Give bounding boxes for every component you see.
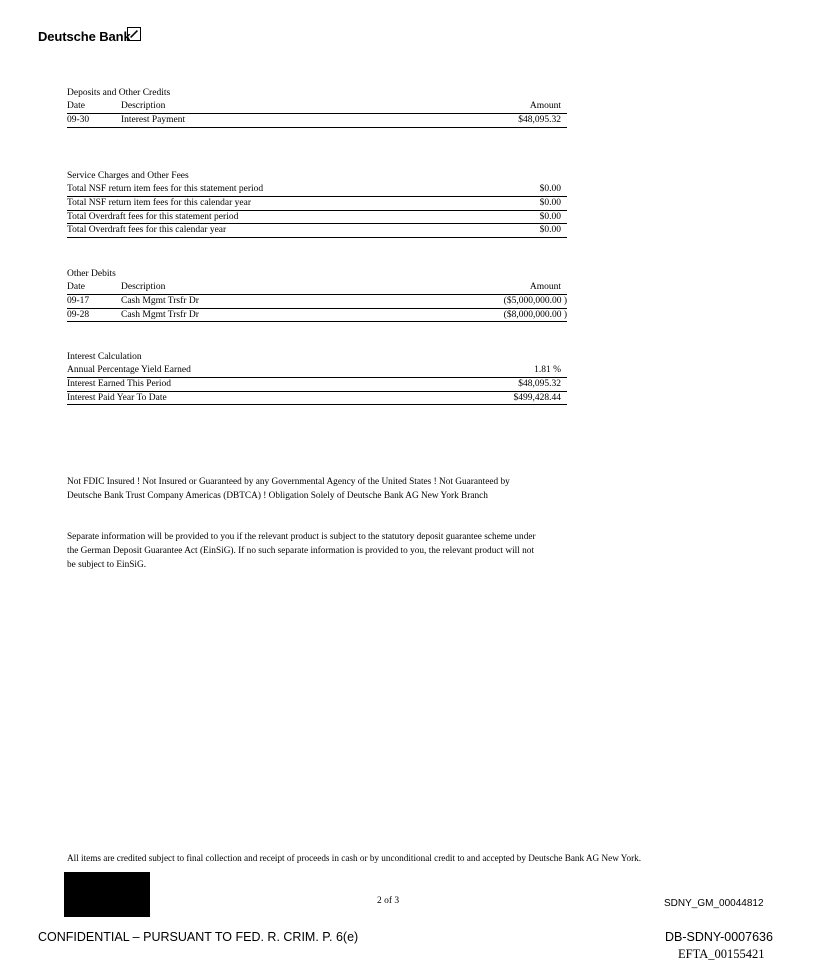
efta-number: EFTA_00155421: [678, 947, 765, 961]
deutsche-bank-logo-icon: [127, 27, 141, 41]
einsig-disclaimer: Separate information will be provided to you if the relevant product is subject to the statutory deposit guarantee scheme under the German Deposit Guarantee Act (EinSiG). If no such separate information is provided to you, the relevant product will not be subject to EinSiG.: [67, 532, 536, 570]
col-description-header: Description: [121, 282, 166, 292]
interest-section: [67, 351, 567, 405]
row-amount: ($5,000,000.00 ): [503, 295, 567, 306]
row-date: 09-28: [67, 309, 90, 320]
row-date: 09-17: [67, 295, 90, 306]
fee-label: Total NSF return item fees for this calendar year: [67, 197, 251, 208]
table-row: [67, 183, 567, 197]
row-date: 09-30: [67, 114, 90, 125]
table-row: [67, 197, 567, 211]
table-row: [67, 114, 567, 128]
col-amount-header: Amount: [529, 282, 561, 292]
confidential-notice: CONFIDENTIAL – PURSUANT TO FED. R. CRIM. P. 6(e): [38, 930, 359, 944]
row-description: Cash Mgmt Trsfr Dr: [121, 295, 199, 306]
fdic-disclaimer: Not FDIC Insured ! Not Insured or Guaranteed by any Governmental Agency of the United States ! Not Guaranteed by Deutsche Bank Trust Company Americas (DBTCA) ! Obligation Solely of Deutsche Bank AG New York Branch: [67, 477, 510, 501]
table-row: [67, 378, 567, 392]
col-date-header: Date: [67, 101, 85, 111]
interest-value: 1.81 %: [534, 365, 561, 375]
interest-title: Interest Calculation: [67, 352, 142, 362]
db-bates-number: DB-SDNY-0007636: [665, 930, 773, 944]
page-number: 2 of 3: [377, 896, 400, 906]
interest-value: $499,428.44: [513, 392, 561, 403]
debits-section: [67, 268, 567, 322]
sdny-bates-number: SDNY_GM_00044812: [664, 898, 764, 909]
fee-label: Total NSF return item fees for this statement period: [67, 184, 264, 194]
col-description-header: Description: [121, 101, 166, 111]
table-row: [67, 211, 567, 225]
collection-note: All items are credited subject to final collection and receipt of proceeds in cash or by unconditional credit to and accepted by Deutsche Bank AG New York.: [67, 853, 642, 863]
bank-name: Deutsche Bank: [38, 29, 131, 44]
fees-section: [67, 170, 567, 238]
deposits-title: Deposits and Other Credits: [67, 88, 171, 98]
debits-header-row: [67, 281, 567, 295]
fee-value: $0.00: [539, 225, 561, 236]
table-row: [67, 309, 567, 323]
table-row: [67, 224, 567, 238]
col-date-header: Date: [67, 282, 85, 292]
row-amount: ($8,000,000.00 ): [503, 309, 567, 320]
interest-label: Interest Paid Year To Date: [67, 392, 167, 403]
table-row: [67, 295, 567, 309]
fee-value: $0.00: [539, 211, 561, 222]
table-row: [67, 392, 567, 406]
debits-title: Other Debits: [67, 269, 116, 279]
row-description: Cash Mgmt Trsfr Dr: [121, 309, 199, 320]
row-amount: $48,095.32: [518, 114, 561, 125]
fee-value: $0.00: [539, 197, 561, 208]
interest-value: $48,095.32: [518, 378, 561, 389]
interest-label: Annual Percentage Yield Earned: [67, 365, 191, 375]
fee-value: $0.00: [539, 184, 561, 194]
interest-label: Interest Earned This Period: [67, 378, 172, 389]
deposits-header-row: [67, 100, 567, 114]
col-amount-header: Amount: [529, 101, 561, 111]
redaction-box: [64, 872, 150, 917]
deposits-section: [67, 87, 567, 128]
table-row: [67, 364, 567, 378]
fee-label: Total Overdraft fees for this statement period: [67, 211, 239, 222]
fees-title: Service Charges and Other Fees: [67, 171, 189, 181]
fee-label: Total Overdraft fees for this calendar year: [67, 225, 227, 236]
row-description: Interest Payment: [121, 114, 186, 125]
